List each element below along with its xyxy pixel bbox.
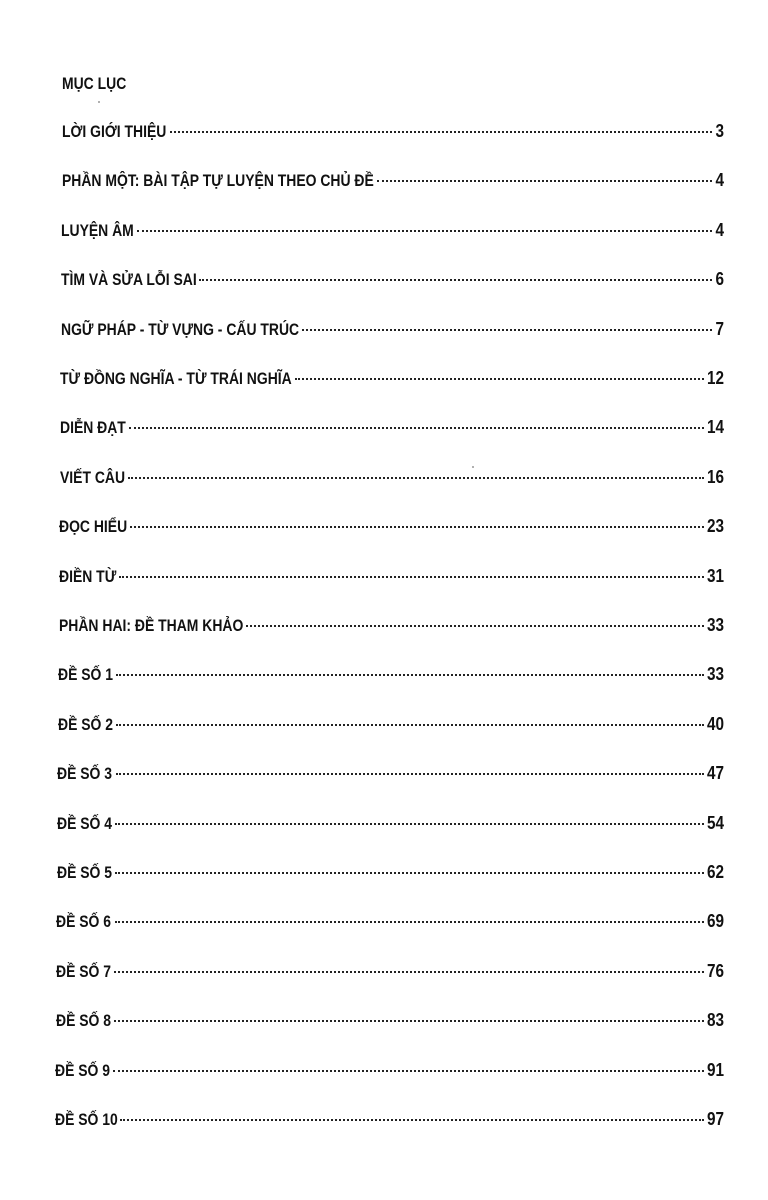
dot-leader [116,674,704,676]
toc-entry [59,516,724,540]
toc-entry-page-number: 40 [706,713,724,734]
dot-leader [114,1020,704,1022]
dot-leader [115,823,704,825]
paper-speck [98,101,100,103]
dot-leader [129,427,704,429]
toc-entry-label: ĐỀ SỐ 10 [55,1110,118,1129]
dot-leader [119,576,704,578]
toc-entry-page-number: 12 [706,368,724,388]
toc-entry [62,170,724,194]
dot-leader [115,872,704,874]
toc-entry-page-number: 91 [706,1059,724,1080]
dot-leader [128,477,704,479]
toc-entry-label: ĐỀ SỐ 2 [57,714,113,734]
toc-entry-page-number: 54 [706,812,724,833]
toc-entry-page-number: 33 [706,615,724,635]
dot-leader [114,971,704,973]
toc-entry-label: DIỄN ĐẠT [59,418,126,438]
toc-entry [59,615,725,639]
toc-entry-page-number: 47 [706,763,724,784]
toc-entry-label: PHẦN HAI: ĐỀ THAM KHẢO [58,616,243,635]
toc-entry [56,1010,724,1034]
toc-entry [55,1109,724,1133]
toc-entry [60,467,724,491]
toc-entry-label: LỜI GIỚI THIỆU [62,122,167,141]
dot-leader [116,773,704,775]
toc-entry-label: VIẾT CÂU [59,467,125,487]
toc-entry [60,417,724,441]
toc-entry [61,269,724,293]
toc-entry [60,368,724,392]
toc-entry [61,319,724,343]
toc-entry-label: ĐỀ SỐ 3 [57,764,113,784]
toc-entry-page-number: 3 [715,121,724,141]
toc-entry [55,1060,724,1084]
toc-entry-label: ĐỀ SỐ 1 [58,665,114,685]
toc-entry [58,714,724,738]
dot-leader [137,230,713,232]
toc-entry [58,664,724,688]
toc-entry-label: ĐỀ SỐ 9 [55,1060,111,1080]
paper-speck [472,466,474,468]
toc-entry-page-number: 62 [706,862,724,882]
dot-leader [199,279,712,281]
toc-entry-label: ĐỌC HIỂU [59,517,128,537]
toc-entry [56,961,724,985]
toc-entry-label: PHẦN MỘT: BÀI TẬP TỰ LUYỆN THEO CHỦ ĐỀ [61,171,374,191]
toc-entry-page-number: 6 [715,269,724,290]
dot-leader [116,724,704,726]
toc-entry-page-number: 76 [706,960,724,981]
dot-leader [130,526,703,528]
toc-entry-label: TÌM VÀ SỬA LỖI SAI [60,270,197,290]
toc-entry-page-number: 16 [706,466,724,487]
page-title: MỤC LỤC [62,74,127,93]
toc-entry [57,862,724,886]
toc-entry [61,220,724,244]
dot-leader [170,131,713,133]
toc-entry-page-number: 83 [706,1010,724,1031]
toc-entry-page-number: 23 [706,516,724,537]
toc-entry-label: ĐỀ SỐ 5 [56,863,112,882]
toc-entry [57,813,724,837]
toc-entry-label: ĐIỀN TỪ [58,566,117,586]
toc-entry-page-number: 7 [715,318,724,339]
toc-entry-page-number: 4 [715,219,724,240]
toc-entry [57,763,724,787]
toc-entry-page-number: 4 [715,170,724,191]
toc-entry-label: NGỮ PHÁP - TỪ VỰNG - CẤU TRÚC [60,319,299,339]
dot-leader [302,329,712,331]
toc-entry-label: ĐỀ SỐ 4 [57,813,113,833]
dot-leader [120,1119,704,1121]
dot-leader [115,921,704,923]
dot-leader [246,625,704,627]
toc-entry [56,911,724,935]
toc-entry-label: ĐỀ SỐ 8 [55,1011,111,1031]
toc-entry-page-number: 31 [706,565,724,586]
toc-entry-page-number: 69 [706,911,724,932]
toc-entry [59,566,724,590]
toc-entry-page-number: 14 [706,417,724,438]
dot-leader [377,180,713,182]
toc-entry-label: LUYỆN ÂM [61,220,135,240]
dot-leader [113,1070,703,1072]
toc-entry-page-number: 33 [706,664,724,685]
toc-entry-label: ĐỀ SỐ 6 [56,912,112,932]
toc-entry-label: TỪ ĐỒNG NGHĨA - TỪ TRÁI NGHĨA [60,369,292,388]
toc-entry-page-number: 97 [706,1109,724,1129]
toc-entry [62,121,724,145]
dot-leader [295,378,704,380]
toc-entry-label: ĐỀ SỐ 7 [56,961,112,981]
